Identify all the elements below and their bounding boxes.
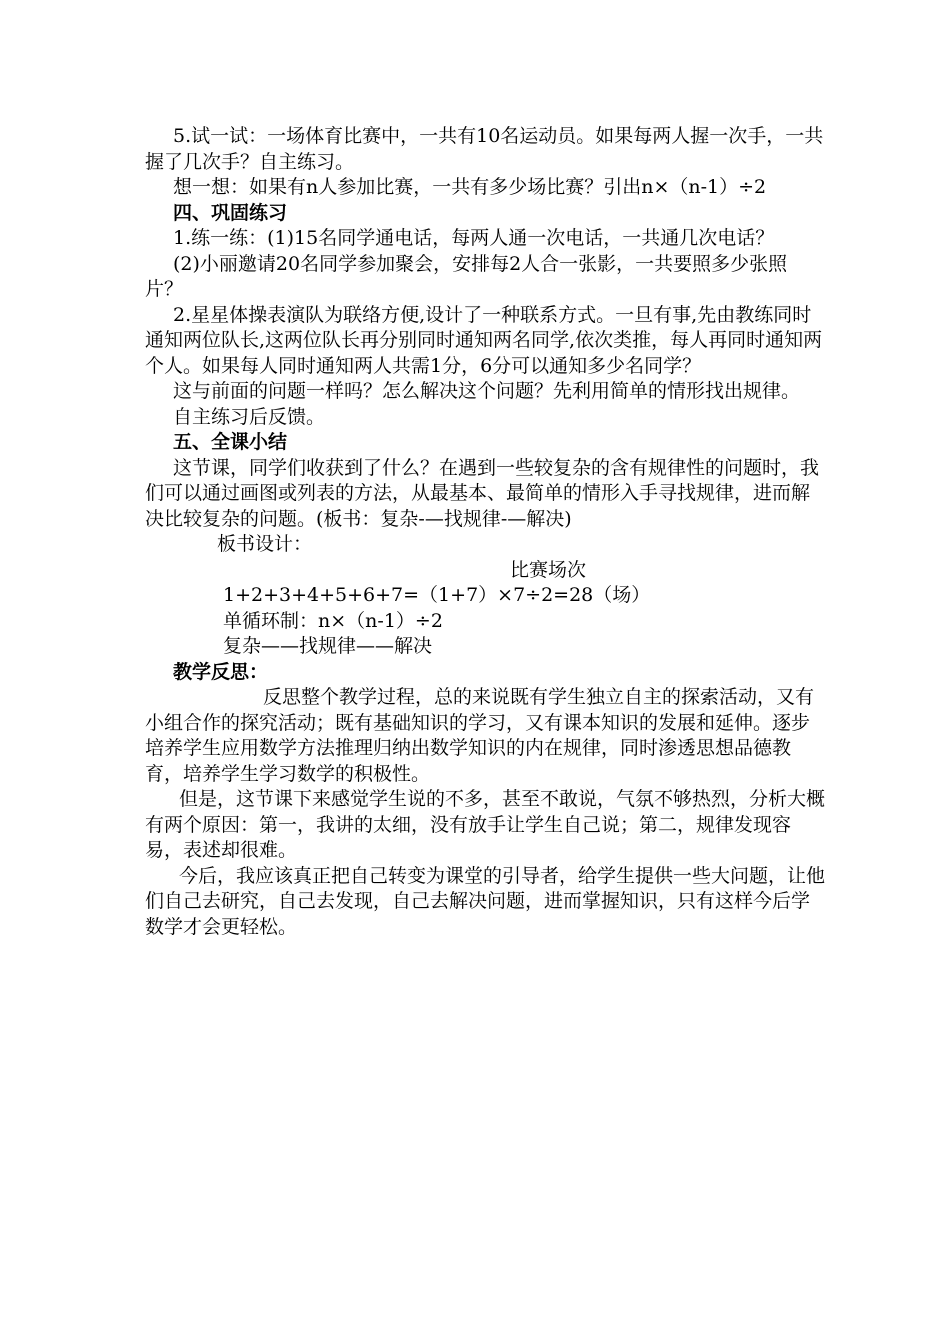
paragraph-summary: 这节课，同学们收获到了什么？在遇到一些较复杂的含有规律性的问题时，我们可以通过画图或列表的方法，从最基本、最简单的情形入手寻找规律，进而解决比较复杂的问题。(板书：复杂-—找规律-—解决) xyxy=(145,456,820,530)
heading-consolidation-practice: 四、巩固练习 xyxy=(173,201,288,224)
paragraph-exercise-2: 2.星星体操表演队为联络方便,设计了一种联系方式。一旦有事,先由教练同时通知两位队长,这两位队长再分别同时通知两名同学,依次类推，每人再同时通知两个人。如果每人同时通知两人共需1分，6分可以通知多少名同学？ xyxy=(145,303,823,377)
heading-teaching-reflection: 教学反思： xyxy=(173,660,269,683)
document-page xyxy=(145,124,825,940)
paragraph-feedback: 自主练习后反馈。 xyxy=(173,405,326,428)
paragraph-reflection-2: 但是，这节课下来感觉学生说的不多，甚至不敢说，气氛不够热烈，分析大概有两个原因：第一，我讲的太细，没有放手让学生自己说；第二，规律发现容易，表述却很难。 xyxy=(145,788,826,861)
board-design-title: 板书设计： xyxy=(217,533,313,555)
board-caption: 比赛场次 xyxy=(510,558,587,581)
paragraph-exercise-1-2: (2)小丽邀请20名同学参加聚会，安排每2人合一张影，一共要照多少张照片？ xyxy=(145,252,788,300)
board-formula-process: 复杂——找规律——解决 xyxy=(223,635,433,657)
paragraph-think: 想一想：如果有n人参加比赛，一共有多少场比赛？引出n×（n-1）÷2 xyxy=(173,176,767,198)
paragraph-question: 这与前面的问题一样吗？怎么解决这个问题？先利用简单的情形找出规律。 xyxy=(173,380,801,402)
board-formula-round-robin: 单循环制：n×（n-1）÷2 xyxy=(223,609,443,632)
paragraph-exercise-1: 1.练一练：(1)15名同学通电话，每两人通一次电话，一共通几次电话？ xyxy=(173,227,775,249)
board-formula-sum: 1+2+3+4+5+6+7=（1+7）×7÷2=28（场） xyxy=(223,584,651,606)
paragraph-reflection-3: 今后，我应该真正把自己转变为课堂的引导者，给学生提供一些大问题，让他们自己去研究，自己去发现，自己去解决问题，进而掌握知识，只有这样今后学数学才会更轻松。 xyxy=(145,864,826,938)
paragraph-try-it: 5.试一试：一场体育比赛中，一共有10名运动员。如果每两人握一次手，一共握了几次手？自主练习。 xyxy=(145,125,824,173)
paragraph-reflection-1: 反思整个教学过程，总的来说既有学生独立自主的探索活动，又有小组合作的探究活动；既有基础知识的学习，又有课本知识的发展和延伸。逐步培养学生应用数学方法推理归纳出数学知识的内在规律，同时渗透思想品德教育，培养学生学习数学的积极性。 xyxy=(145,686,815,785)
heading-lesson-summary: 五、全课小结 xyxy=(173,431,288,453)
